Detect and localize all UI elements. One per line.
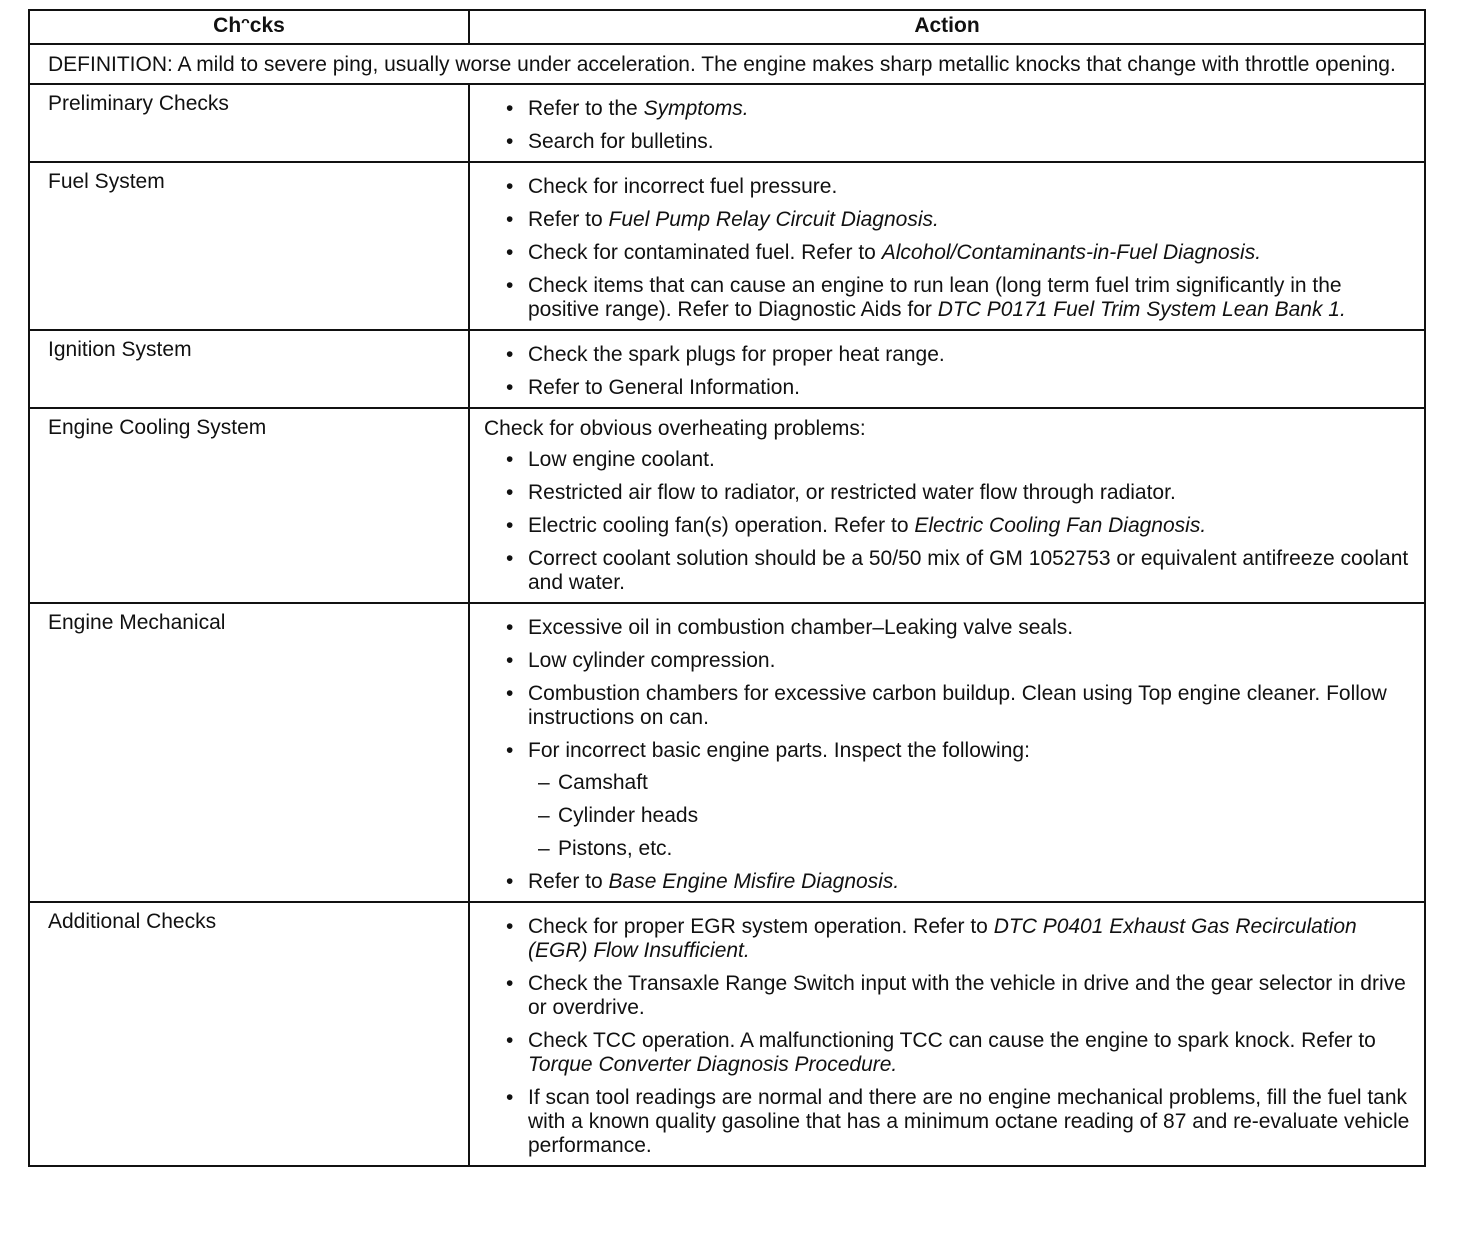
row-label-preliminary: Preliminary Checks <box>29 84 469 162</box>
item-text: Low engine coolant. <box>528 448 715 471</box>
item-text: Check TCC operation. A malfunctioning TCC can cause the engine to spark knock. Refer to <box>528 1029 1376 1052</box>
list-item <box>484 870 1410 894</box>
list-item <box>484 130 1410 154</box>
list-item <box>484 682 1410 730</box>
list-item <box>484 448 1410 472</box>
table-row <box>29 162 1425 330</box>
list-item <box>484 376 1410 400</box>
item-reference: Base Engine Misfire Diagnosis. <box>608 870 900 893</box>
table-row <box>29 408 1425 603</box>
item-text: Refer to <box>528 870 609 893</box>
row-label-additional: Additional Checks <box>29 902 469 1166</box>
row-actions-ignition <box>469 330 1425 408</box>
item-text: Refer to <box>528 208 609 231</box>
item-text: Correct coolant solution should be a 50/50 mix of GM 1052753 or equivalent antifreeze coolant and water. <box>528 547 1409 594</box>
list-item <box>484 739 1410 861</box>
list-item <box>484 343 1410 367</box>
list-item <box>484 97 1410 121</box>
row-actions-fuel <box>469 162 1425 330</box>
row-actions-cooling <box>469 408 1425 603</box>
item-reference: Alcohol/Contaminants-in-Fuel Diagnosis. <box>881 241 1262 264</box>
definition-text: DEFINITION: A mild to severe ping, usually worse under acceleration. The engine makes sharp metallic knocks that change with throttle opening. <box>29 44 1425 84</box>
list-item <box>484 915 1410 963</box>
item-reference: Symptoms. <box>643 97 749 120</box>
item-text: If scan tool readings are normal and there are no engine mechanical problems, fill the fuel tank with a known quality gasoline that has a minimum octane reading of 87 and re-evaluate vehicle performance. <box>528 1086 1410 1157</box>
sub-list-item: – Cylinder heads <box>528 804 1410 828</box>
table-row <box>29 603 1425 902</box>
list-item <box>484 649 1410 673</box>
table-row <box>29 84 1425 162</box>
diagnosis-table-container <box>28 9 1424 1167</box>
sub-list-item: – Camshaft <box>528 771 1410 795</box>
row-label-ignition: Ignition System <box>29 330 469 408</box>
row-label-mechanical: Engine Mechanical <box>29 603 469 902</box>
item-text: Restricted air flow to radiator, or restricted water flow through radiator. <box>528 481 1176 504</box>
diagnosis-table <box>28 9 1426 1167</box>
item-reference: Fuel Pump Relay Circuit Diagnosis. <box>608 208 939 231</box>
item-text: Check for incorrect fuel pressure. <box>528 175 838 198</box>
list-item <box>484 208 1410 232</box>
item-reference: Electric Cooling Fan Diagnosis. <box>914 514 1207 537</box>
item-text: Refer to General Information. <box>528 376 800 399</box>
list-item <box>484 514 1410 538</box>
list-item <box>484 241 1410 265</box>
item-text: Search for bulletins. <box>528 130 714 153</box>
sub-list-item: – Pistons, etc. <box>528 837 1410 861</box>
row-label-fuel: Fuel System <box>29 162 469 330</box>
row-actions-mechanical <box>469 603 1425 902</box>
item-reference: Torque Converter Diagnosis Procedure. <box>528 1053 898 1076</box>
item-text: Excessive oil in combustion chamber–Leaking valve seals. <box>528 616 1074 639</box>
header-row <box>29 10 1425 44</box>
cooling-intro: Check for obvious overheating problems: <box>484 417 866 440</box>
row-actions-preliminary <box>469 84 1425 162</box>
definition-row <box>29 44 1425 84</box>
header-action: Action <box>469 10 1425 44</box>
item-text: For incorrect basic engine parts. Inspect the following: <box>528 739 1030 762</box>
item-text: Refer to the <box>528 97 644 120</box>
list-item <box>484 274 1410 322</box>
row-label-cooling: Engine Cooling System <box>29 408 469 603</box>
table-row <box>29 330 1425 408</box>
item-text: Combustion chambers for excessive carbon buildup. Clean using Top engine cleaner. Follow instructions on can. <box>528 682 1387 729</box>
list-item <box>484 481 1410 505</box>
list-item <box>484 1086 1410 1158</box>
item-reference: DTC P0171 Fuel Trim System Lean Bank 1. <box>937 298 1346 321</box>
row-actions-additional <box>469 902 1425 1166</box>
item-text: Check the spark plugs for proper heat range. <box>528 343 945 366</box>
list-item <box>484 972 1410 1020</box>
item-text: Electric cooling fan(s) operation. Refer to <box>528 514 915 537</box>
item-text: Check for proper EGR system operation. Refer to <box>528 915 994 938</box>
item-text: Check items that can cause an engine to run lean (long term fuel trim significantly in the positive range). Refer to Diagnostic Aids for <box>528 274 1342 321</box>
list-item <box>484 175 1410 199</box>
item-text: Low cylinder compression. <box>528 649 776 672</box>
item-text: Check for contaminated fuel. Refer to <box>528 241 882 264</box>
list-item <box>484 1029 1410 1077</box>
item-text: Check the Transaxle Range Switch input with the vehicle in drive and the gear selector in drive or overdrive. <box>528 972 1406 1019</box>
table-row <box>29 902 1425 1166</box>
list-item <box>484 616 1410 640</box>
list-item <box>484 547 1410 595</box>
item-reference: DTC P0401 Exhaust Gas Recirculation (EGR) Flow Insufficient. <box>528 915 1357 962</box>
header-checks: Chᵔcks <box>29 10 469 44</box>
